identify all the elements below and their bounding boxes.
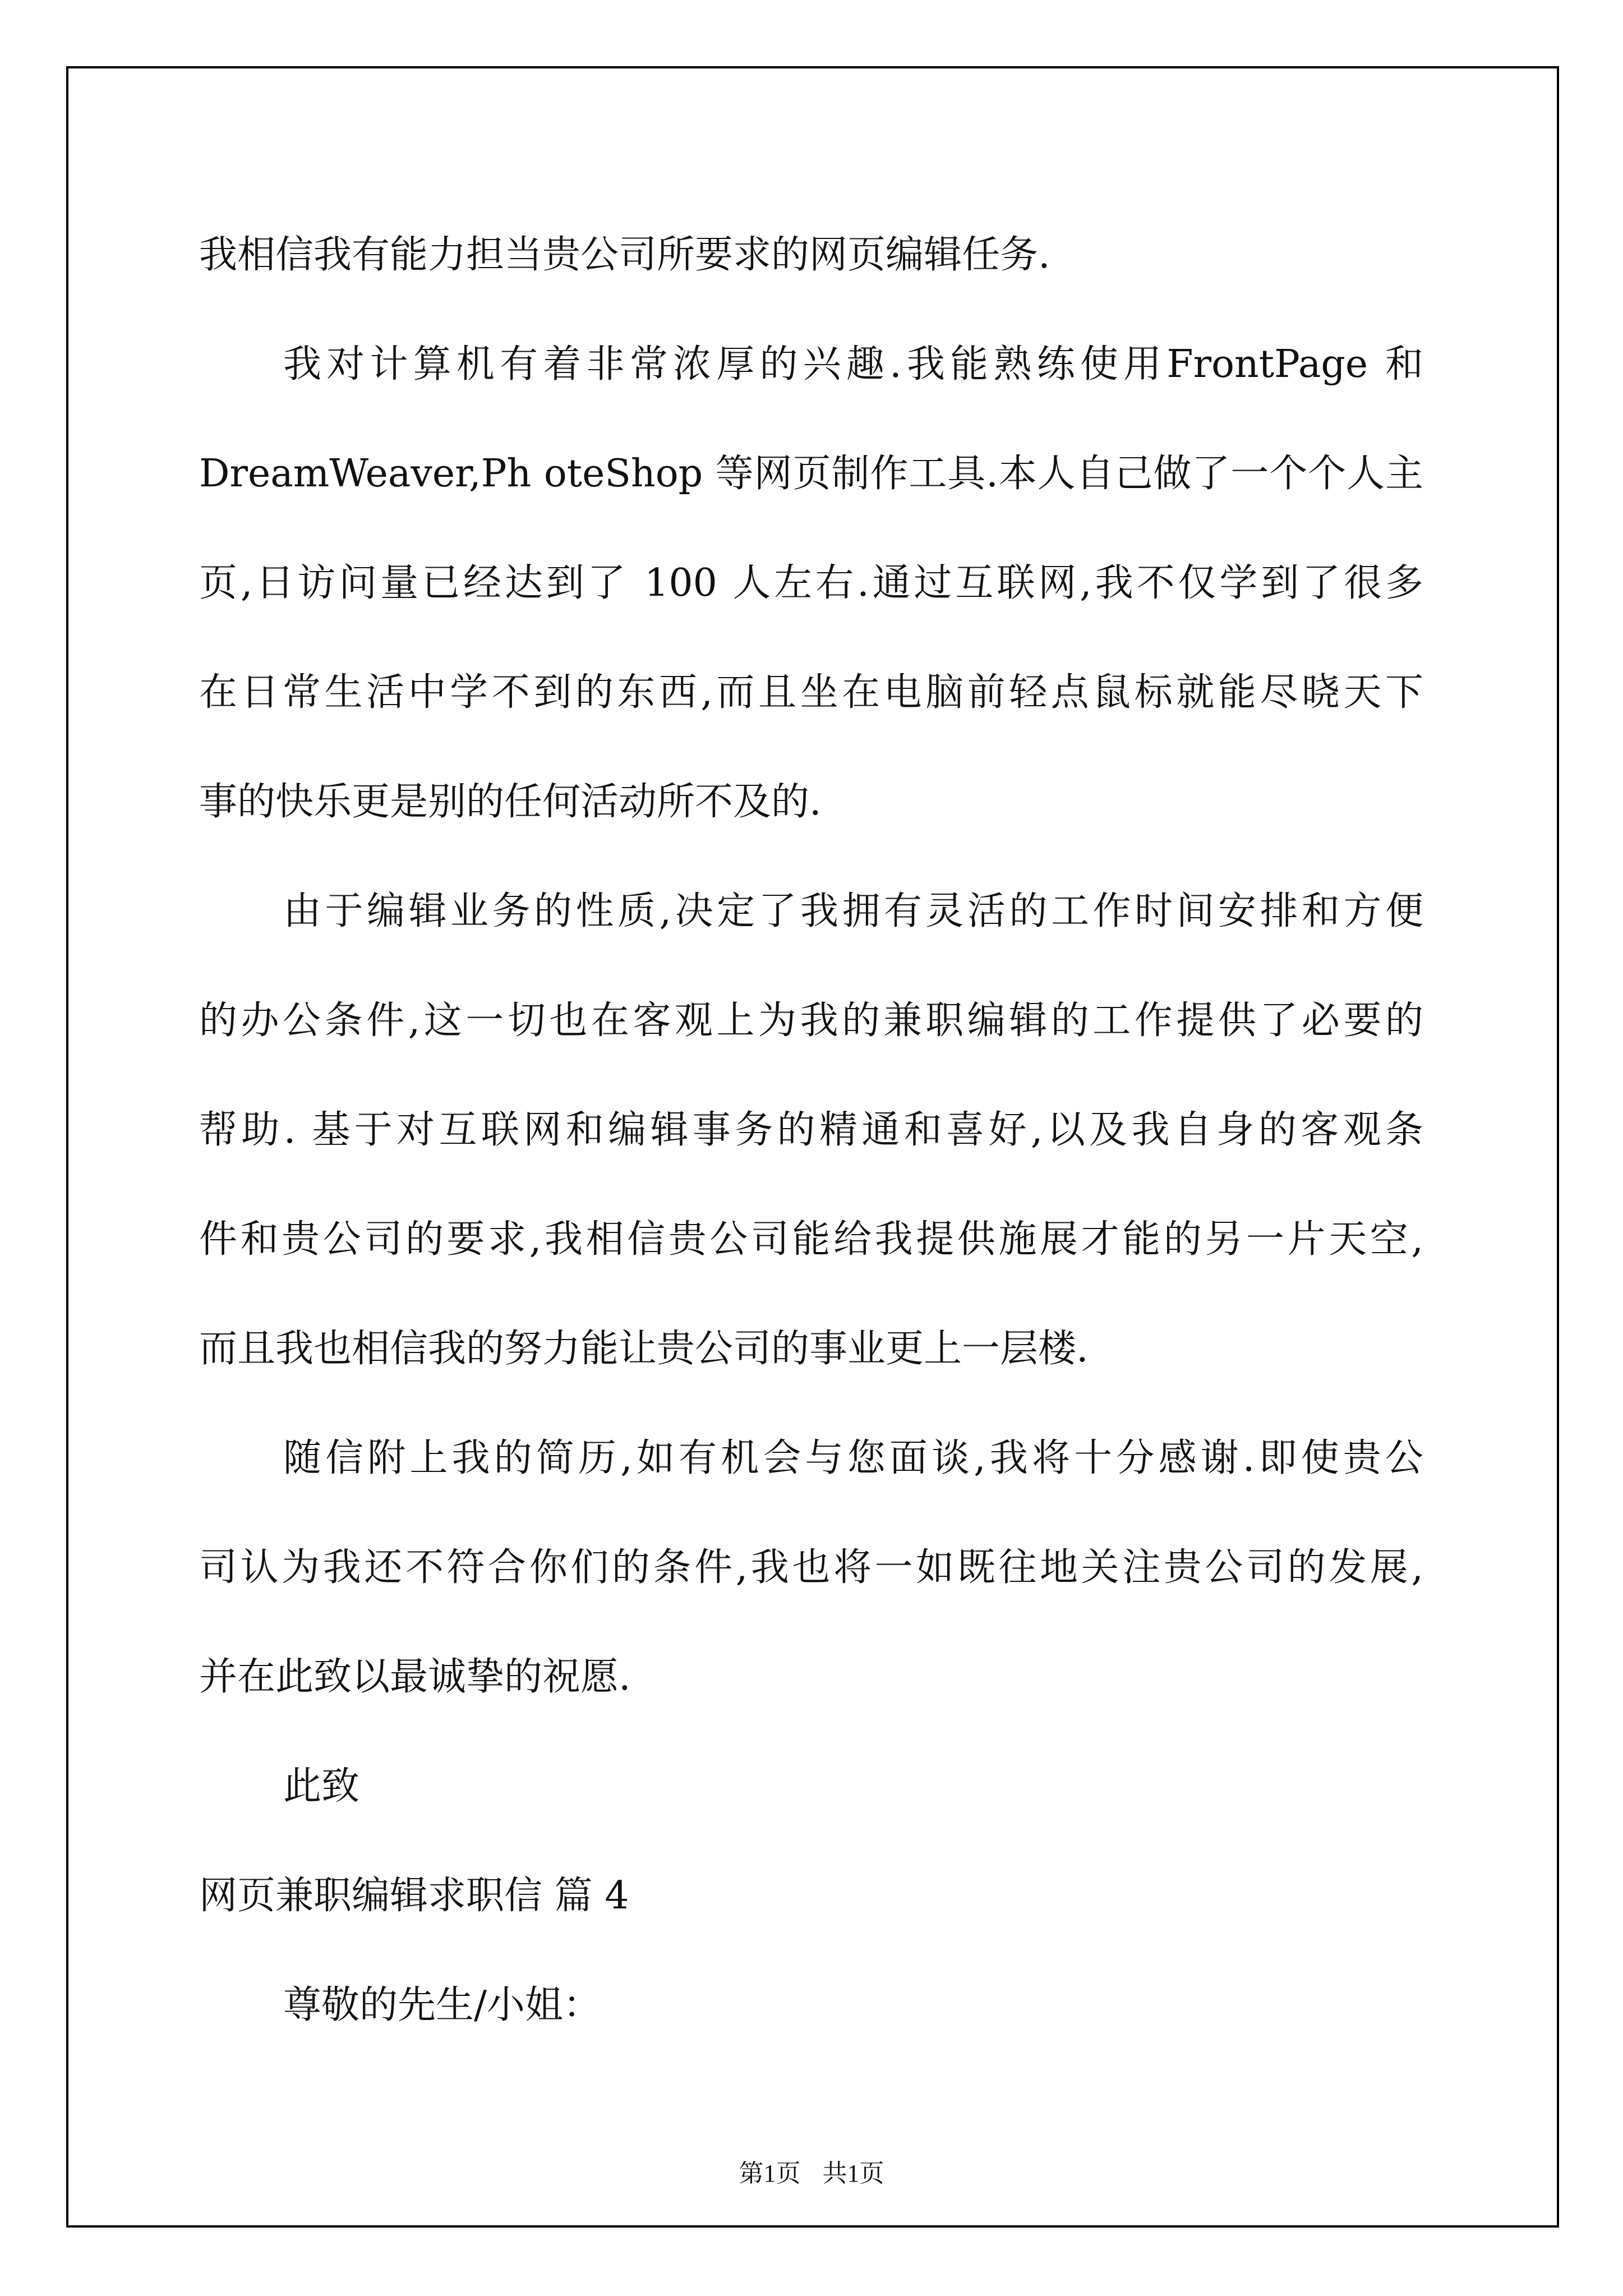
page-footer [0,2153,1623,2189]
paragraph-line: 帮助. 基于对互联网和编辑事务的精通和喜好,以及我自身的客观条 [199,1108,1423,1152]
paragraph-line: 的办公条件,这一切也在客观上为我的兼职编辑的工作提供了必要的 [199,999,1423,1043]
page-number: 第1页 [739,2160,801,2187]
paragraph-line: 在日常生活中学不到的东西,而且坐在电脑前轻点鼠标就能尽晓天下 [199,670,1423,715]
paragraph-line: 由于编辑业务的性质,决定了我拥有灵活的工作时间安排和方便 [283,889,1423,933]
closing-line: 此致 [283,1764,360,1809]
page-total: 共1页 [822,2160,884,2187]
salutation: 尊敬的先生/小姐： [283,1983,601,2027]
paragraph-line: 司认为我还不符合你们的条件,我也将一如既往地关注贵公司的发展, [199,1545,1423,1590]
paragraph-line: 随信附上我的简历,如有机会与您面谈,我将十分感谢.即使贵公 [283,1436,1423,1480]
paragraph-line: DreamWeaver,Ph oteShop 等网页制作工具.本人自己做了一个个人主 [199,452,1423,496]
paragraph-line: 我相信我有能力担当贵公司所要求的网页编辑任务. [199,233,1050,277]
paragraph-line: 件和贵公司的要求,我相信贵公司能给我提供施展才能的另一片天空, [199,1217,1423,1262]
paragraph-line: 并在此致以最诚挚的祝愿. [199,1655,631,1699]
section-heading: 网页兼职编辑求职信 篇 4 [199,1874,629,1918]
paragraph-line: 而且我也相信我的努力能让贵公司的事业更上一层楼. [199,1327,1089,1371]
paragraph-line: 事的快乐更是别的任何活动所不及的. [199,780,822,824]
paragraph-line: 我对计算机有着非常浓厚的兴趣.我能熟练使用FrontPage 和 [283,342,1423,386]
paragraph-line: 页,日访问量已经达到了 100 人左右.通过互联网,我不仅学到了很多 [199,561,1423,605]
